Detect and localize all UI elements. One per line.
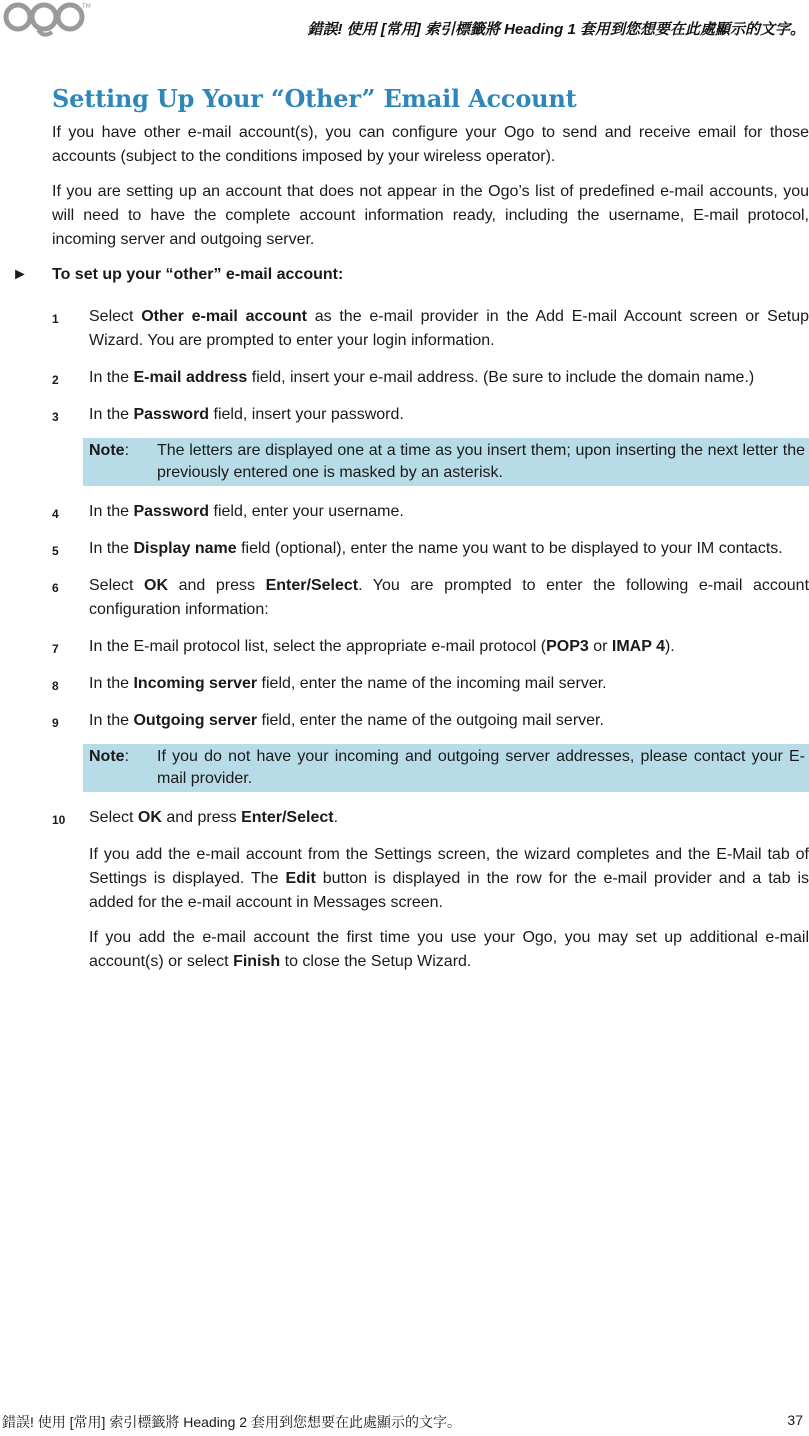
- step-number: 1: [52, 312, 59, 326]
- text-run: In the: [89, 540, 134, 557]
- bold-term: Enter/Select: [241, 809, 334, 826]
- step-number: 7: [52, 642, 59, 656]
- text-run: In the: [89, 369, 134, 386]
- bold-term: Incoming server: [133, 675, 258, 692]
- running-head: 錯誤! 使用 [常用] 索引標籤將 Heading 1 套用到您想要在此處顯示的文字。: [307, 21, 805, 38]
- closing-paragraphs: [52, 843, 809, 974]
- closing-paragraph: [89, 926, 809, 974]
- text-run: or: [588, 638, 612, 655]
- step-9: [52, 709, 809, 733]
- procedure-title: To set up your “other” e-mail account:: [52, 266, 344, 283]
- bold-term: Display name: [133, 540, 237, 557]
- step-3: [52, 403, 809, 427]
- step-text: [89, 305, 809, 353]
- running-foot: 錯誤! 使用 [常用] 索引標籤將 Heading 2 套用到您想要在此處顯示的文字。: [2, 1414, 461, 1430]
- intro-paragraph: If you are setting up an account that does not appear in the Ogo’s list of predefined e-mail accounts, you will need to have the complete account information ready, including the username, E-mail protocol, incoming server and outgoing server.: [52, 183, 809, 248]
- step-2: [52, 366, 809, 390]
- intro-paragraph: If you have other e-mail account(s), you can configure your Ogo to send and receive email for those accounts (subject to the conditions imposed by your wireless operator).: [52, 124, 809, 165]
- text-run: In the: [89, 503, 134, 520]
- text-run: Select: [89, 577, 145, 594]
- step-6: [52, 574, 809, 622]
- step-5: [52, 537, 809, 561]
- step-text: [89, 537, 809, 561]
- procedure-heading: [12, 263, 809, 287]
- note-text: The letters are displayed one at a time as you insert them; upon inserting the next letter the previously entered one is masked by an asterisk.: [157, 442, 805, 481]
- text-run: and press: [168, 577, 266, 594]
- text-run: field, insert your password.: [209, 406, 404, 423]
- text-run: Select: [89, 809, 138, 826]
- svg-text:TM: TM: [82, 3, 91, 10]
- text-run: ).: [664, 638, 675, 655]
- bold-term: OK: [144, 577, 169, 594]
- text-run: In the: [89, 712, 134, 729]
- step-1: [52, 305, 809, 353]
- bold-term: POP3: [546, 638, 589, 655]
- text-run: field, insert your e-mail address. (Be sure to include the domain name.): [247, 369, 755, 386]
- step-number: 8: [52, 679, 59, 693]
- step-text: [89, 574, 809, 622]
- bold-term: Other e-mail account: [141, 308, 307, 325]
- main-content: [12, 84, 809, 985]
- text-run: In the: [89, 675, 134, 692]
- step-text: [89, 709, 809, 733]
- text-run: In the E-mail protocol list, select the appropriate e-mail protocol (: [89, 638, 547, 655]
- text-run: as the e-mail provider in the Add E-mail Account screen or Setup Wizard. You are prompted to enter your login information.: [89, 308, 809, 349]
- step-number: 9: [52, 716, 59, 730]
- ogo-logo: [2, 0, 91, 40]
- step-number: 6: [52, 581, 59, 595]
- step-text: [89, 366, 809, 390]
- section-title: Setting Up Your “Other” Email Account: [52, 84, 577, 113]
- step-number: 5: [52, 544, 59, 558]
- text-run: field, enter the name of the outgoing mail server.: [257, 712, 604, 729]
- text-run: field, enter your username.: [209, 503, 404, 520]
- text-run: If you add the e-mail account the first time you use your Ogo, you may set up additional e-mail account(s) or select: [89, 929, 809, 970]
- note-box: [83, 438, 809, 486]
- step-number: 3: [52, 410, 59, 424]
- bold-term: E-mail address: [133, 369, 248, 386]
- bold-term: Finish: [233, 953, 281, 970]
- text-run: If you add the e-mail account from the Settings screen, the wizard completes and the E-Mail tab of Settings is displayed. The: [89, 846, 809, 887]
- bold-term: IMAP 4: [611, 638, 665, 655]
- bold-term: OK: [137, 809, 162, 826]
- text-run: Select: [89, 308, 142, 325]
- note-label: Note:: [89, 748, 130, 765]
- step-10: [52, 806, 809, 830]
- step-7: [52, 635, 809, 659]
- step-text: [89, 672, 809, 696]
- step-text: [89, 635, 809, 659]
- bold-term: Password: [133, 503, 210, 520]
- text-run: field, enter the name of the incoming mail server.: [257, 675, 607, 692]
- bold-term: Outgoing server: [133, 712, 258, 729]
- text-run: .: [333, 809, 339, 826]
- step-number: 2: [52, 373, 59, 387]
- arrow-icon: ►: [12, 266, 28, 283]
- bold-term: Password: [133, 406, 210, 423]
- note-label: Note:: [89, 442, 130, 459]
- text-run: field (optional), enter the name you want to be displayed to your IM contacts.: [236, 540, 783, 557]
- step-number: 10: [52, 813, 66, 827]
- text-run: to close the Setup Wizard.: [280, 953, 472, 970]
- step-text: [89, 403, 809, 427]
- step-text: [89, 806, 809, 830]
- note-box: [83, 744, 809, 792]
- text-run: In the: [89, 406, 134, 423]
- step-8: [52, 672, 809, 696]
- step-4: [52, 500, 809, 524]
- step-text: [89, 500, 809, 524]
- closing-paragraph: [89, 843, 809, 915]
- note-text: If you do not have your incoming and outgoing server addresses, please contact your E-mail provider.: [157, 748, 805, 787]
- text-run: button is displayed in the row for the e-mail provider and a tab is added for the e-mail account in Messages screen.: [89, 870, 809, 911]
- step-number: 4: [52, 507, 59, 521]
- text-run: and press: [161, 809, 242, 826]
- page-number: 37: [787, 1412, 803, 1428]
- bold-term: Enter/Select: [265, 577, 359, 594]
- bold-term: Edit: [285, 870, 316, 887]
- text-run: . You are prompted to enter the following e-mail account configuration information:: [89, 577, 809, 618]
